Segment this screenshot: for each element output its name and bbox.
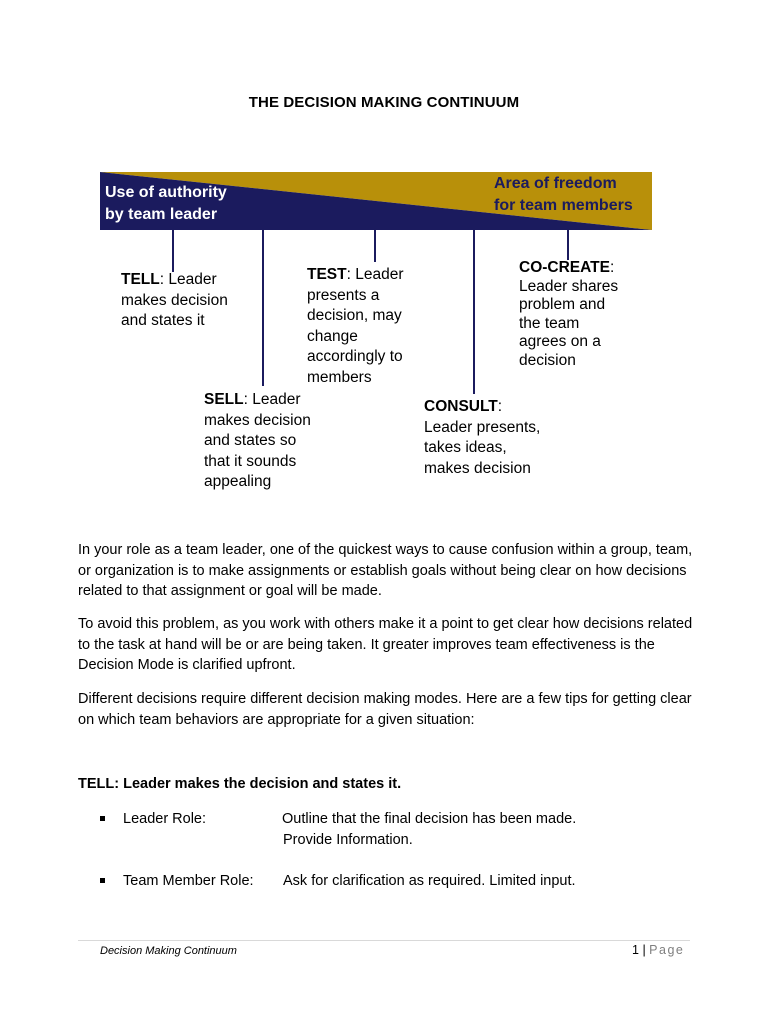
paragraph-avoid: To avoid this problem, as you work with others make it a point to get clear how decisions related to the task at hand will be or are being taken. It greater improves team effectiveness is the Decision Mode is clarified upfront.: [78, 616, 693, 673]
footer-divider: [78, 940, 690, 941]
footer-page-number: 1 | Page: [632, 943, 685, 957]
page-title: THE DECISION MAKING CONTINUUM: [248, 94, 520, 111]
bullet-square-icon: [100, 878, 105, 883]
tell-connector: [172, 230, 174, 272]
bullet-square-icon: [100, 816, 105, 821]
authority-label: Use of authority by team leader: [105, 184, 227, 223]
mode-consult: CONSULT: Leader presents, takes ideas, makes decision: [424, 398, 541, 477]
mode-tell: TELL: Leader makes decision and states it: [121, 271, 228, 329]
mode-cocreate: CO-CREATE: Leader shares problem and the team agrees on a decision: [519, 259, 619, 369]
sell-connector: [262, 230, 264, 386]
section-heading-tell: TELL: Leader makes the decision and states it.: [78, 776, 402, 792]
test-connector: [374, 230, 376, 262]
freedom-label: Area of freedom for team members: [494, 175, 633, 214]
paragraph-modes: Different decisions require different decision making modes. Here are a few tips for getting clear on which team behaviors are appropriate for a given situation:: [78, 691, 692, 728]
paragraph-intro: In your role as a team leader, one of the quickest ways to cause confusion within a group, team, or organization is to make assignments or establish goals without being clear on how decisions related to that assignment or goal will be made.: [78, 542, 693, 599]
footer-document-name: Decision Making Continuum: [100, 945, 237, 957]
mode-test: TEST: Leader presents a decision, may change accordingly to members: [307, 266, 404, 386]
cocreate-connector: [567, 230, 569, 260]
mode-sell: SELL: Leader makes decision and states so that it sounds appealing: [204, 391, 311, 490]
consult-connector: [473, 230, 475, 394]
